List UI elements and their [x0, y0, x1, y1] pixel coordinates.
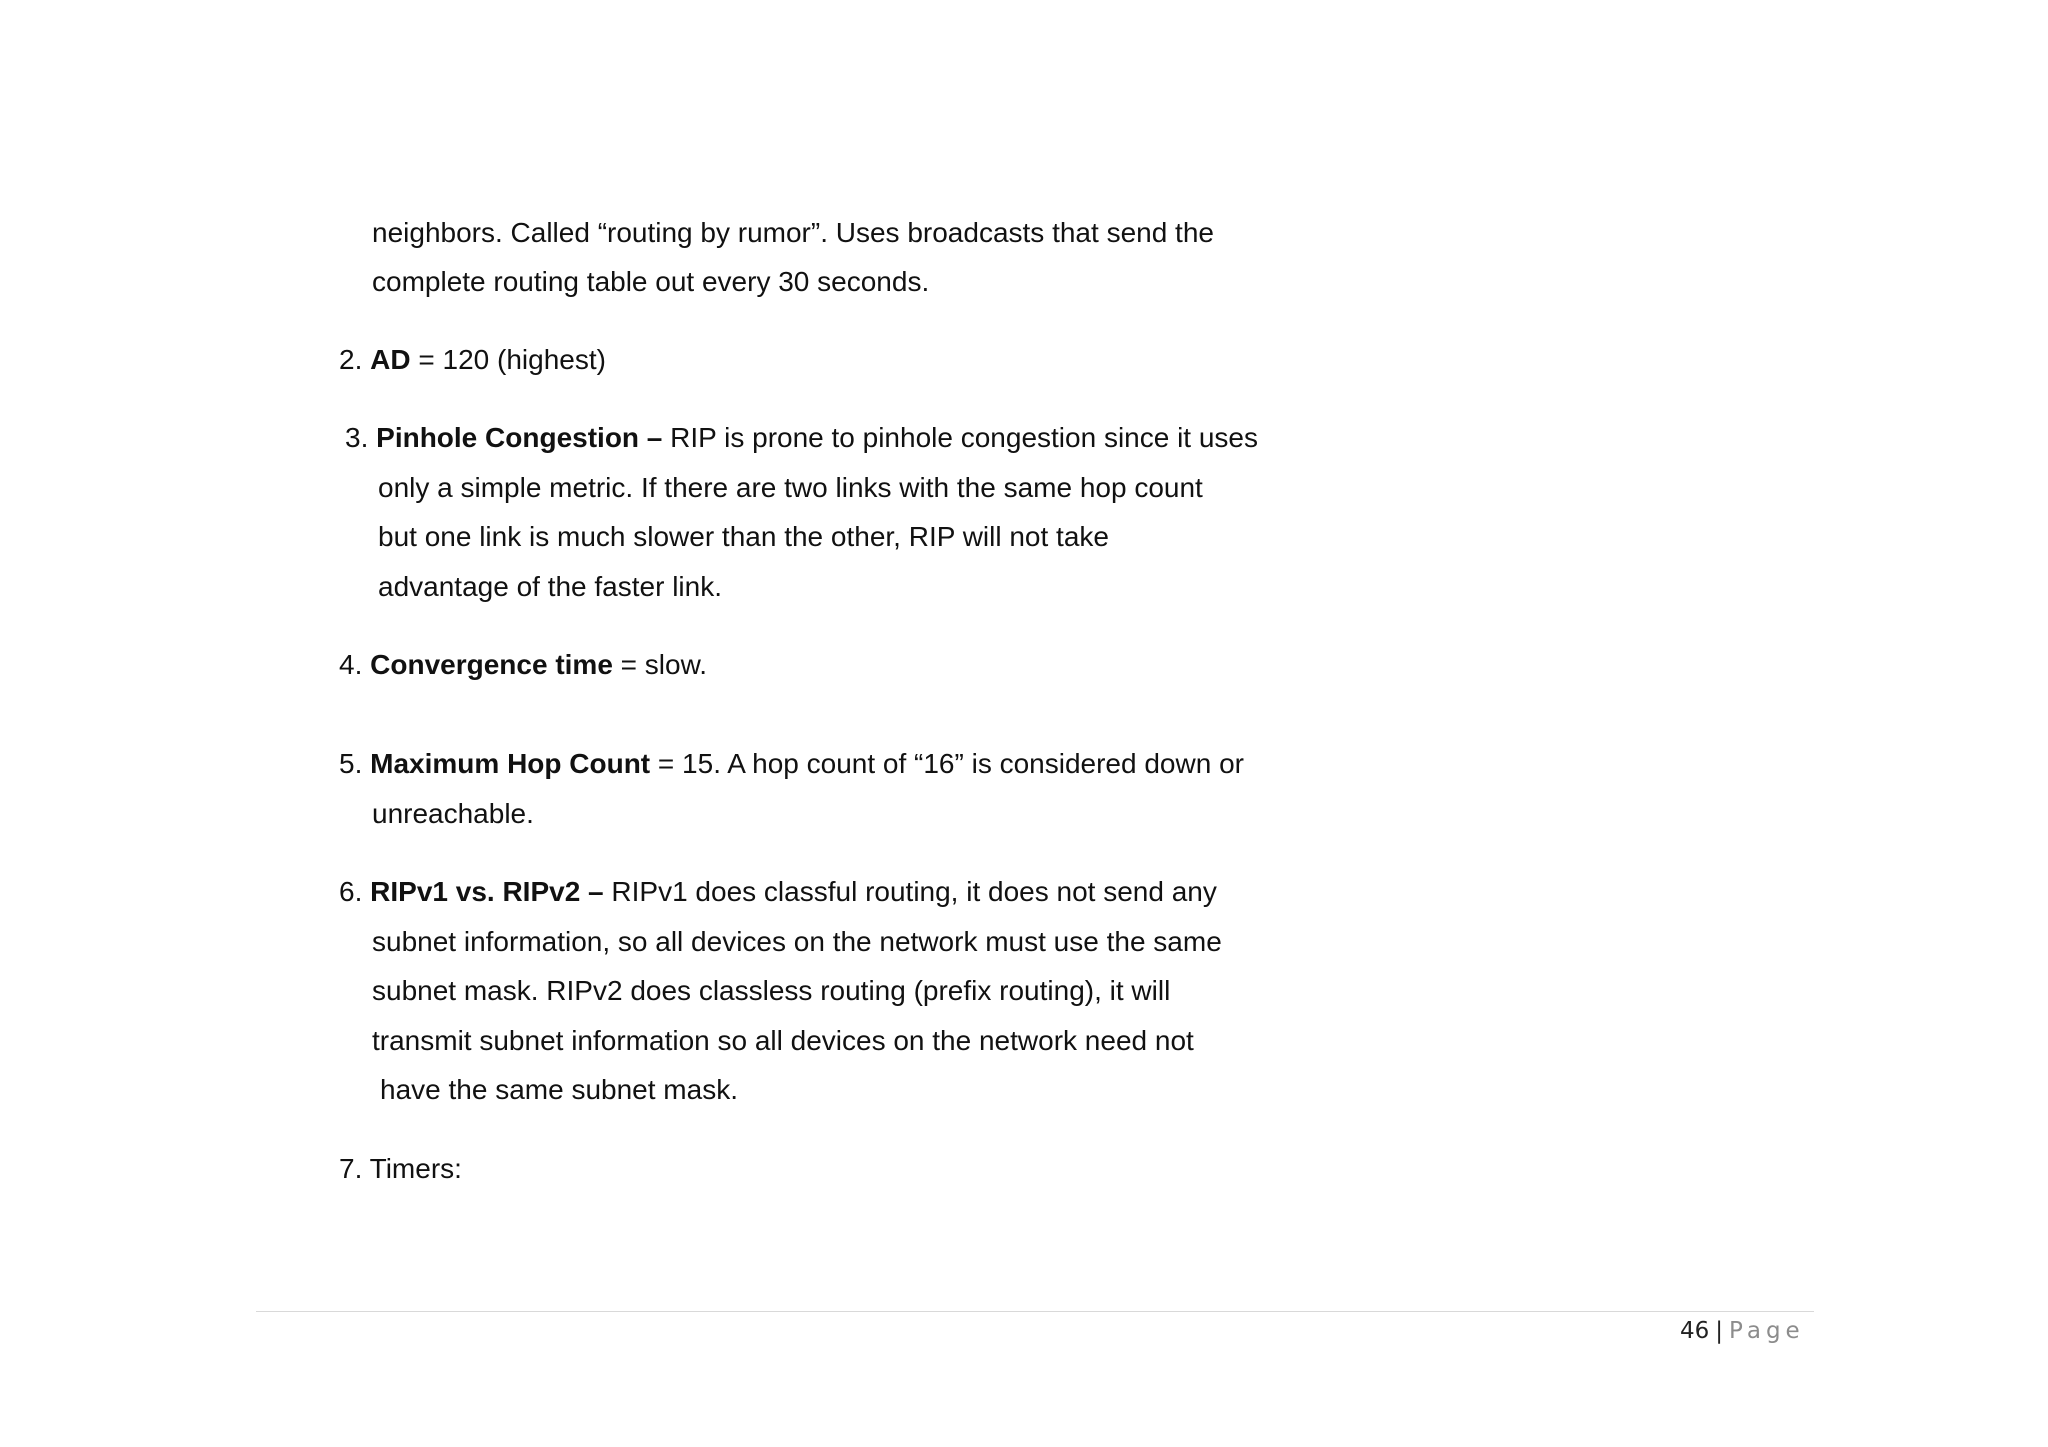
footer-separator: |	[1715, 1318, 1724, 1344]
item-number: 3.	[345, 422, 369, 453]
ripv-line-5: have the same subnet mask.	[380, 1074, 738, 1105]
pinhole-line-2: only a simple metric. If there are two links with the same hop count	[378, 472, 1203, 503]
item-number: 4.	[339, 649, 363, 680]
item-text: = 15. A hop count of “16” is considered down or	[650, 748, 1244, 779]
ripv-line-3: subnet mask. RIPv2 does classless routing (prefix routing), it will	[372, 975, 1171, 1006]
item-dash: –	[639, 422, 663, 453]
ripv-line-4: transmit subnet information so all devices on the network need not	[372, 1025, 1194, 1056]
list-item-maximum-hop-count	[339, 747, 1244, 781]
list-item-ripv1-vs-ripv2	[339, 875, 1217, 909]
page-word: Page	[1729, 1318, 1805, 1344]
item-number: 5.	[339, 748, 363, 779]
item-text: RIP is prone to pinhole congestion since it uses	[662, 422, 1259, 453]
item-text: = 120 (highest)	[410, 344, 606, 375]
list-item-timers	[339, 1152, 462, 1186]
pinhole-line-3: but one link is much slower than the other, RIP will not take	[378, 521, 1109, 552]
item-term: AD	[370, 344, 411, 375]
footer-divider	[256, 1311, 1814, 1312]
item-number: 7.	[339, 1153, 363, 1184]
item-term: Pinhole Congestion	[376, 422, 640, 453]
page-number: 46	[1680, 1318, 1710, 1344]
ripv-line-2: subnet information, so all devices on the network must use the same	[372, 926, 1222, 957]
item-number: 2.	[339, 344, 363, 375]
list-item-convergence-time	[339, 648, 707, 682]
hop-count-line-2: unreachable.	[372, 798, 534, 829]
page-footer	[1680, 1316, 1840, 1346]
item-term: Convergence time	[370, 649, 613, 680]
intro-line-1: neighbors. Called “routing by rumor”. Uses broadcasts that send the	[372, 217, 1214, 248]
pinhole-line-4: advantage of the faster link.	[378, 571, 722, 602]
item-term: Maximum Hop Count	[370, 748, 651, 779]
item-text: = slow.	[612, 649, 708, 680]
item-text: Timers:	[369, 1153, 462, 1184]
list-item-ad	[339, 343, 606, 377]
list-item-pinhole-congestion	[345, 421, 1258, 455]
item-text: RIPv1 does classful routing, it does not send any	[603, 876, 1217, 907]
item-term: RIPv1 vs. RIPv2 –	[370, 876, 604, 907]
item-number: 6.	[339, 876, 363, 907]
intro-line-2: complete routing table out every 30 seconds.	[372, 266, 930, 297]
